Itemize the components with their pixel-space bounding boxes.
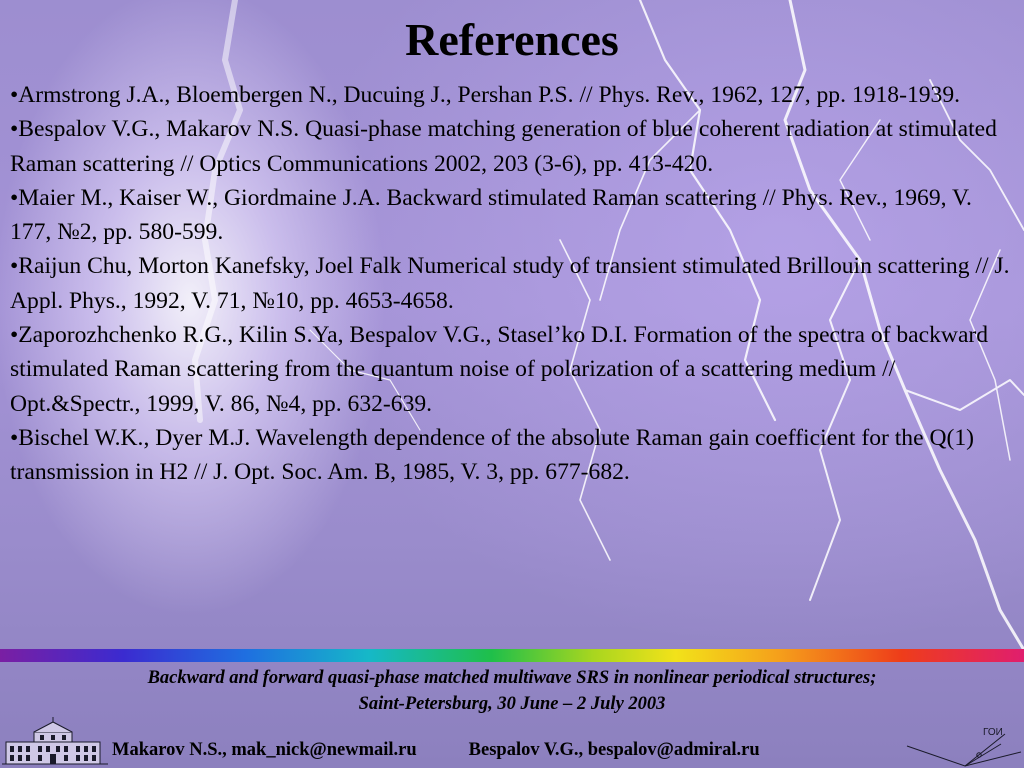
goi-logo-icon: [905, 722, 1023, 768]
reference-item: •Armstrong J.A., Bloembergen N., Ducuing J., Pershan P.S. // Phys. Rev., 1962, 127, pp. 1918-1939.: [10, 82, 961, 108]
conference-location-date: Saint-Petersburg, 30 June – 2 July 2003: [358, 694, 666, 714]
reference-item: •Bespalov V.G., Makarov N.S. Quasi-phase matching generation of blue coherent radiation at stimulated Raman scattering // Optics Communications 2002, 203 (3-6), pp. 413-420.: [10, 116, 997, 177]
reference-item: •Zaporozhchenko R.G., Kilin S.Ya, Bespalov V.G., Stasel’ko D.I. Formation of the spectra of backward stimulated Raman scattering from the quantum noise of polarization of a scattering medium // Opt.&Spectr., 1999, V. 86, №4, pp. 632-639.: [10, 322, 989, 417]
rainbow-divider: [0, 649, 1024, 662]
author-makarov: Makarov N.S., mak_nick@newmail.ru: [112, 740, 417, 760]
author-bespalov: Bespalov V.G., bespalov@admiral.ru: [468, 740, 760, 760]
references-list: [10, 78, 1014, 490]
building-logo-icon: [0, 716, 110, 768]
reference-item: •Raijun Chu, Morton Kanefsky, Joel Falk Numerical study of transient stimulated Brillouin scattering // J. Appl. Phys., 1992, V. 71, №10, pp. 4653-4658.: [10, 253, 1010, 314]
reference-item: •Bischel W.K., Dyer M.J. Wavelength dependence of the absolute Raman gain coefficient for the Q(1) transmission in H2 // J. Opt. Soc. Am. B, 1985, V. 3, pp. 677-682.: [10, 424, 975, 486]
reference-item: •Maier M., Kaiser W., Giordmaine J.A. Backward stimulated Raman scattering // Phys. Rev., 1969, V. 177, №2, pp. 580-599.: [10, 184, 972, 246]
authors-line: [112, 738, 912, 762]
goi-logo-text: ГОИ: [983, 727, 1003, 738]
conference-title: Backward and forward quasi-phase matched multiwave SRS in nonlinear periodical structures;: [147, 668, 877, 688]
slide-title: References: [405, 14, 619, 65]
